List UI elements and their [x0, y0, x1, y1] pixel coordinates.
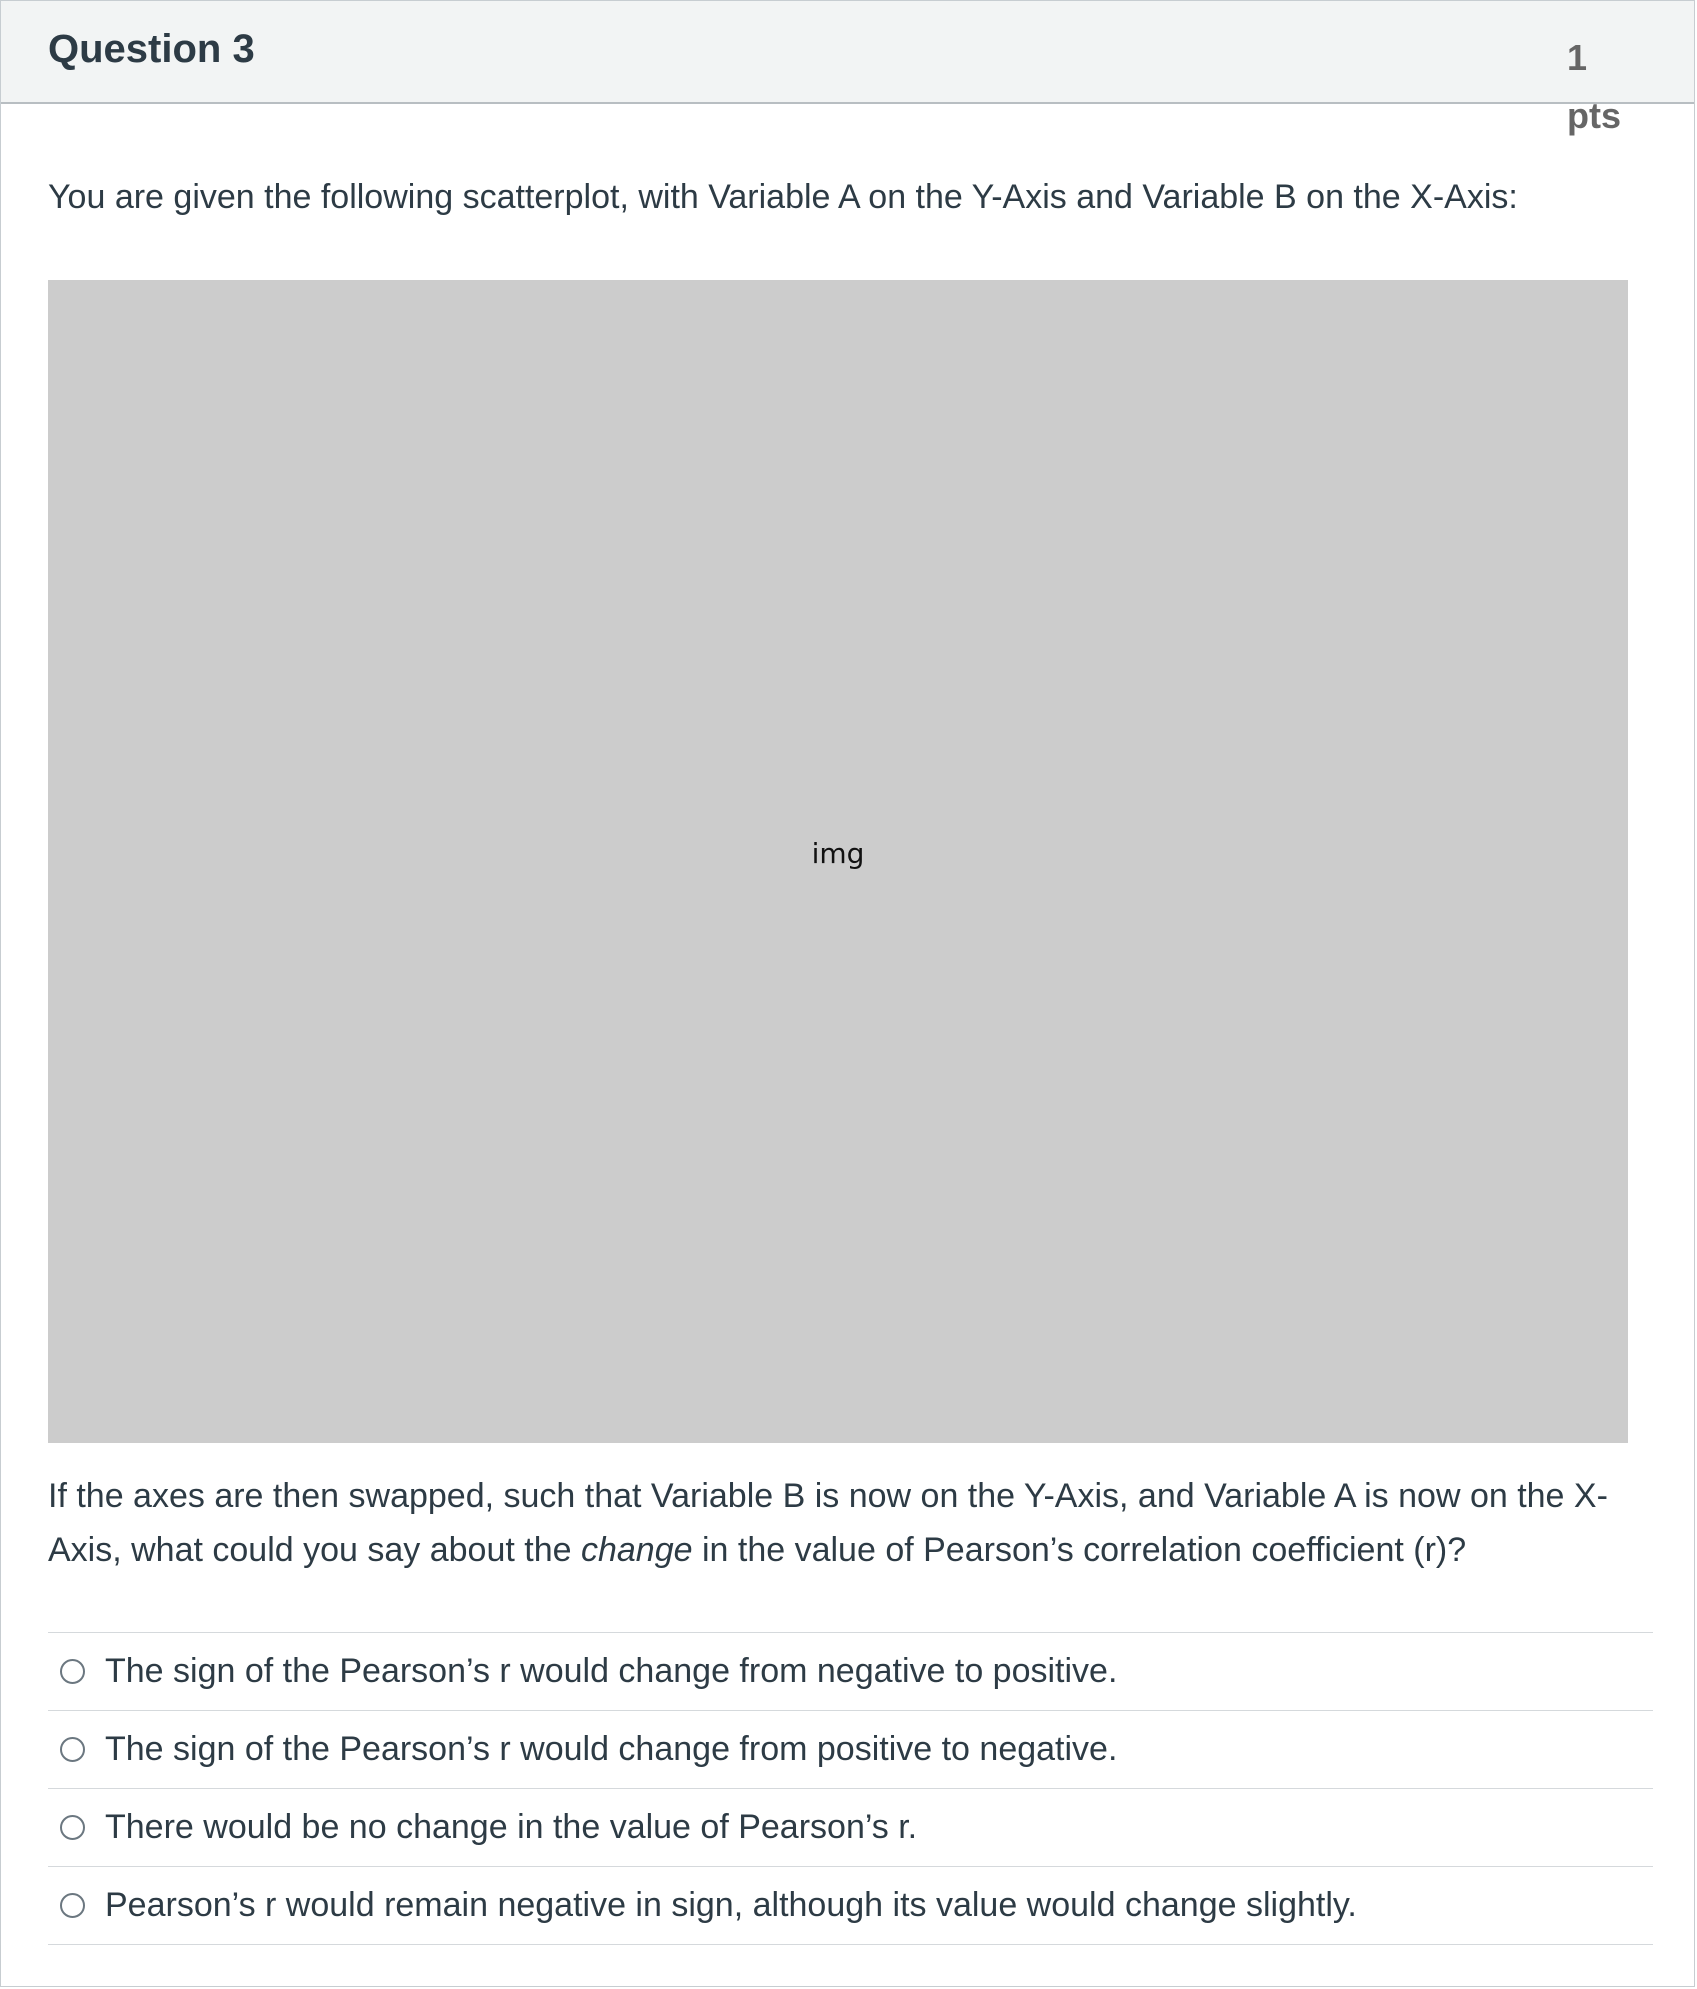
answer-label: The sign of the Pearson’s r would change from negative to positive.	[105, 1652, 1118, 1690]
answer-option[interactable]	[48, 1633, 1653, 1711]
answer-label: Pearson’s r would remain negative in sign, although its value would change slightly.	[105, 1886, 1357, 1924]
question-title: Question 3	[48, 27, 255, 71]
question-text-end: in the value of Pearson’s correlation coefficient (r)?	[692, 1531, 1467, 1569]
answer-option[interactable]	[48, 1711, 1653, 1789]
points-display	[1567, 29, 1637, 145]
answer-option[interactable]	[48, 1789, 1653, 1867]
answer-option[interactable]	[48, 1867, 1653, 1945]
radio-button[interactable]	[60, 1737, 85, 1762]
image-placeholder-label: img	[811, 837, 865, 870]
answer-label: The sign of the Pearson’s r would change from positive to negative.	[105, 1730, 1118, 1768]
points-value: 1	[1567, 37, 1588, 78]
question-text-start: If the axes are then swapped, such that Variable B is now on the Y-Axis, and Variable A is now on the X-Axis, what could you say about the	[48, 1477, 1608, 1569]
radio-button[interactable]	[60, 1659, 85, 1684]
answer-list	[48, 1632, 1653, 1945]
scatterplot-image	[48, 280, 1628, 1443]
radio-button[interactable]	[60, 1893, 85, 1918]
question-header	[1, 1, 1694, 136]
answer-label: There would be no change in the value of Pearson’s r.	[105, 1808, 918, 1846]
points-unit: pts	[1567, 95, 1621, 136]
question-prompt: You are given the following scatterplot, with Variable A on the Y-Axis and Variable B on the X-Axis:	[48, 178, 1518, 216]
radio-button[interactable]	[60, 1815, 85, 1840]
question-text	[48, 1469, 1658, 1577]
question-text-emphasis: change	[580, 1531, 693, 1569]
